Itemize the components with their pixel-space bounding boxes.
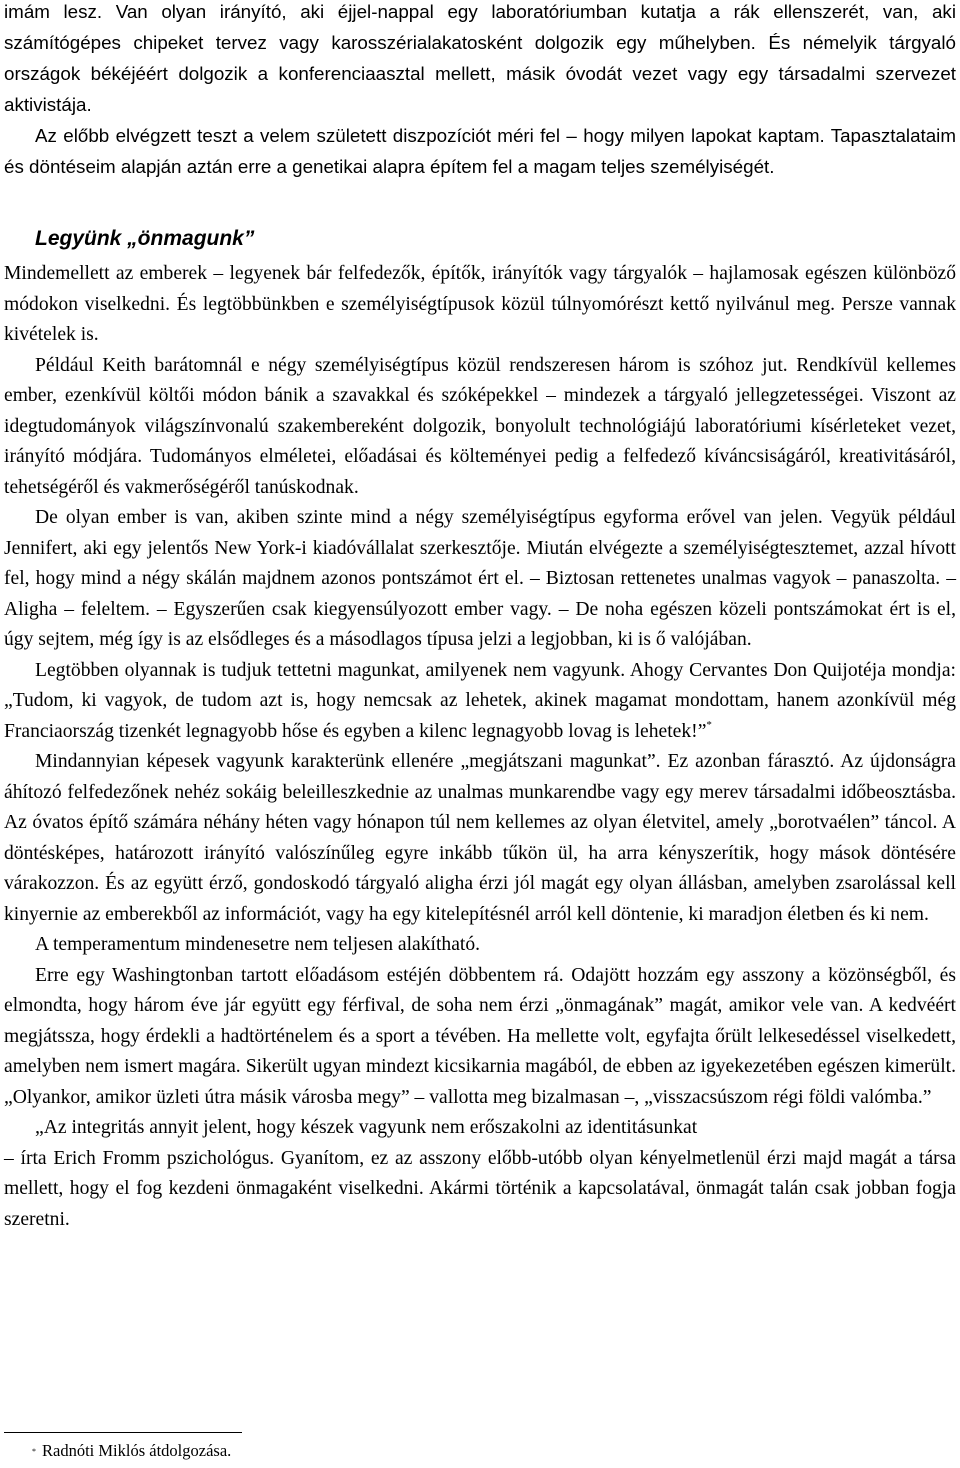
body-paragraph: De olyan ember is van, akiben szinte mind a négy személyiségtípus egyforma erővel van jelen. Vegyük például Jennifert, aki egy jelentős New York-i kiadóvállalat szerkesztője. Miután elvégezte a személyiségtesztemet, azzal hívott fel, hogy mind a négy skálán majdnem azonos pontszámot ért el. – Biztosan rettenetes unalmas vagyok – panaszolta. – Aligha – feleltem. – Egyszerűen csak kiegyensúlyozott ember vagy. – De noha egészen közeli pontszámokat ért is el, úgy sejtem, még így is az elsődleges és a másodlagos típusa jelzi a legjobban, ki is ő valójában. — [4, 507, 956, 650]
body-paragraph: Mindemellett az emberek – legyenek bár felfedezők, építők, irányítók vagy tárgyalók – hajlamosak egészen különböző módokon viselkedni. És legtöbbünkben e személyiségtípusok közül túlnyomórészt kettő nyilvánul meg. Persze vannak kivételek is. — [4, 263, 956, 345]
footnote-mark: * — [32, 1447, 36, 1456]
body-paragraph: „Az integritás annyit jelent, hogy készek vagyunk nem erőszakolni az identitásunkat — [35, 1117, 698, 1138]
body-paragraph: – írta Erich Fromm pszichológus. Gyanítom, ez az asszony előbb-utóbb olyan kényelmetlenül érzi majd magát a társa mellett, hogy el fog kezdeni önmagaként viselkedni. Akármi történik a kapcsolatával, önmagát talán csak jobban fogja szeretni. — [4, 1147, 956, 1230]
body-paragraph-with-footnote — [4, 656, 956, 748]
footnote-text: Radnóti Miklós átdolgozása. — [42, 1441, 232, 1460]
footnote — [4, 1439, 231, 1464]
section-heading: Legyünk „önmagunk” — [35, 227, 255, 250]
intro-text — [4, 0, 956, 182]
intro-paragraph: imám lesz. Van olyan irányító, aki éjjel-nappal egy laboratóriumban kutatja a rák ellenszerét, van, aki számítógépes chipeket tervez vagy karosszérialakatosként dolgozik egy műhelyben. És némelyik tárgyaló országok békéjéért dolgozik a konferenciaasztal mellett, másik óvodát vezet vagy egy társadalmi szervezet aktivistája. — [4, 1, 956, 115]
section-body — [4, 259, 956, 1235]
footnote-reference: * — [706, 718, 712, 731]
body-paragraph: Erre egy Washingtonban tartott előadásom estéjén döbbentem rá. Odajött hozzám egy asszony a közönségből, és elmondta, hogy három éve jár együtt egy férfival, de soha nem érzi „önmagának” magát, amikor vele van. A kedvéért megjátssza, hogy érdekli a hadtörténelem és a sport a tévében. Ha mellette volt, egyfajta őrült lelkesedéssel viselkedett, amelyben nem ismert magára. Sikerült ugyan mindezt kicsikarnia magából, de ebben az igyekezetében egészen kimerült. „Olyankor, amikor üzleti útra másik városba megy” – vallotta meg bizalmasan –, „visszacsúszom régi földi valómba.” — [4, 964, 956, 1108]
footnote-divider — [4, 1432, 242, 1433]
intro-paragraph: Az előbb elvégzett teszt a velem született diszpozíciót méri fel – hogy milyen lapokat kaptam. Tapasztalataim és döntéseim alapján aztán erre a genetikai alapra építem fel a magam teljes személyiségét. — [4, 125, 956, 177]
quote-text: Legtöbben olyannak is tudjuk tettetni magunkat, amilyenek nem vagyunk. Ahogy Cervantes Don Quijotéja mondja: „Tudom, ki vagyok, de tudom azt is, hogy nemcsak az lehetek, akinek magamat mondottam, hanem azonkívül még Franciaország tizenkét legnagyobb hőse és egyben a kilenc legnagyobb lovag is lehetek!” — [4, 659, 956, 742]
body-paragraph: Például Keith barátomnál e négy személyiségtípus közül rendszeresen három is szóhoz jut. Rendkívül kellemes ember, ezenkívül költői módon bánik a szavakkal és szóképekkel – mindezek a tárgyaló jellegzetességei. Viszont az idegtudományok világszínvonalú szakembereként dolgozik, bonyolult technológiájú laboratóriumi kísérleteket vezet, irányító módjára. Tudományos elméletei, előadásai és költeményei pedig a felfedező kíváncsiságáról, kreativitásáról, tehetségéről és vakmerőségéről tanúskodnak. — [4, 354, 956, 498]
body-paragraph: A temperamentum mindenesetre nem teljesen alakítható. — [35, 934, 481, 955]
body-paragraph: Mindannyian képesek vagyunk karakterünk ellenére „megjátszani magunkat”. Ez azonban fárasztó. Az újdonságra áhítozó felfedezőnek nehéz sokáig beleilleszkednie az unalmas munkarendbe vagy egy merev társadalmi időbeosztásba. Az óvatos építő számára néhány héten vagy hónapon túl nem kellemes az olyan életvitel, amely „borotvaélen” táncol. A döntésképes, határozott irányító valószínűleg egyre inkább tűkön ül, ha arra kényszerítik, hogy mások döntésére várakozzon. És az együtt érző, gondoskodó tárgyaló aligha érzi jól magát egy olyan állásban, amelyben zsarolással kell kinyernie az emberekből az információt, vagy ha egy kitelepítésnél arról kell döntenie, ki maradjon életben és ki nem. — [4, 751, 956, 925]
